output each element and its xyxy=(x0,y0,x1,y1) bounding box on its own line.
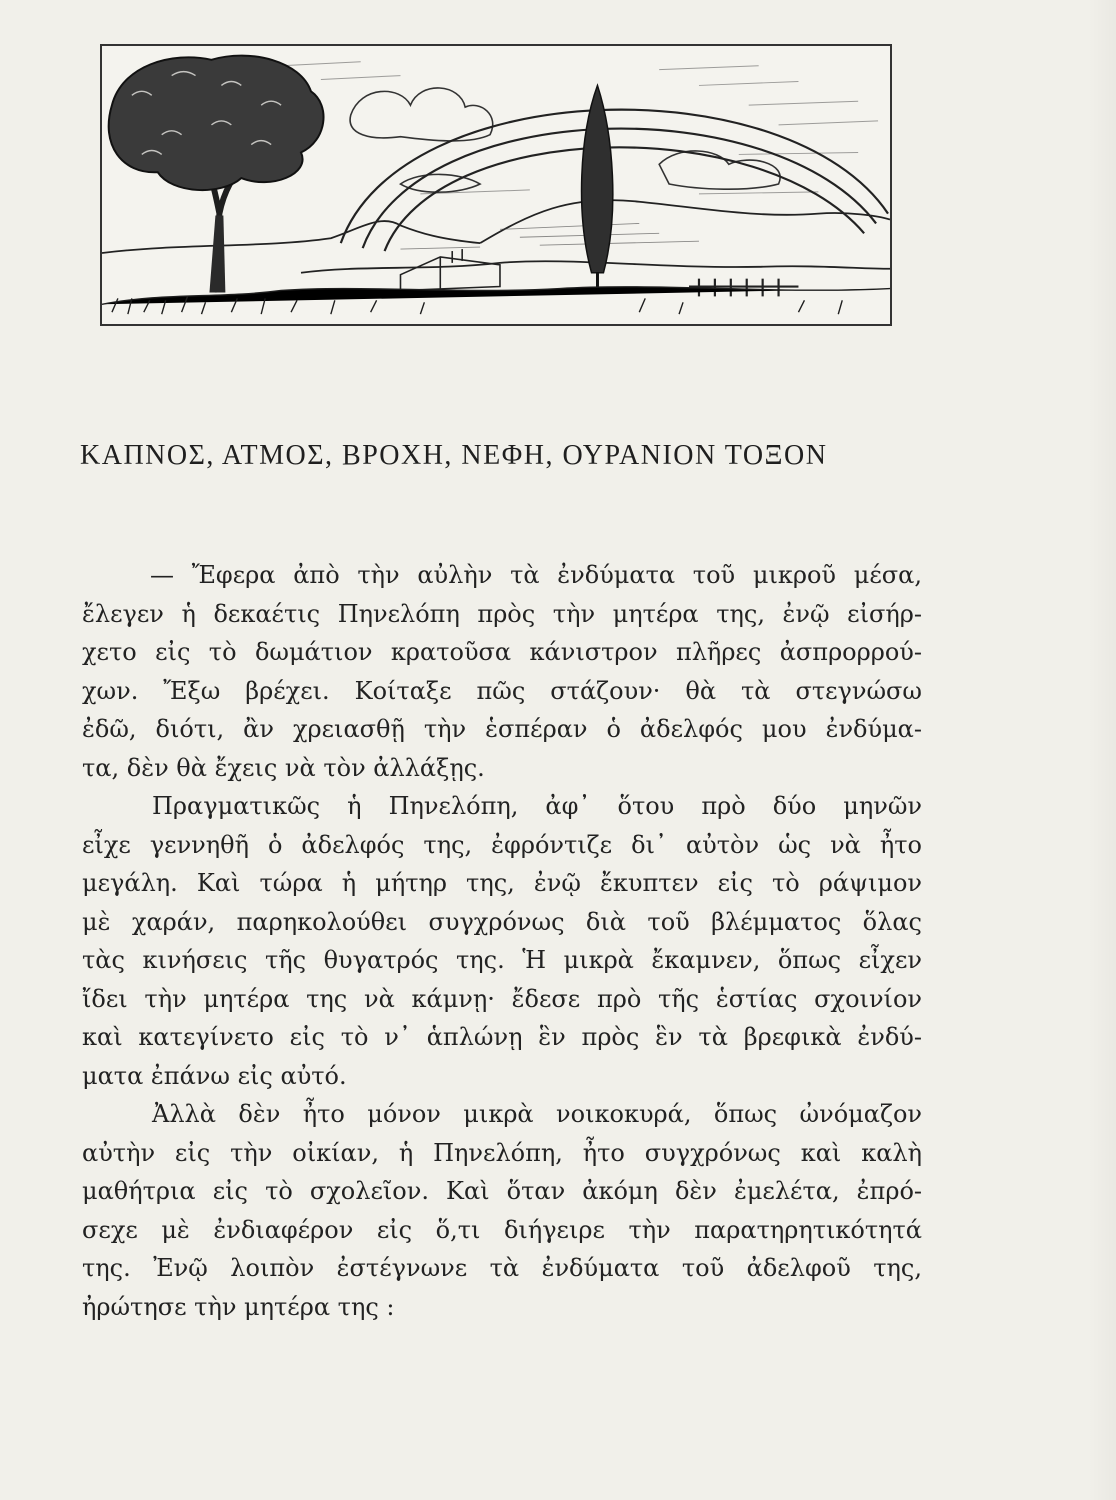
rainbow-landscape-illustration xyxy=(100,44,892,326)
text-line: μὲ χαράν, παρηκολούθει συγχρόνως διὰ τοῦ βλέμματος ὅλας xyxy=(82,907,922,936)
text-line: μαθήτρια εἰς τὸ σχολεῖον. Καὶ ὅταν ἀκόμη δὲν ἐμελέτα, ἐπρό- xyxy=(82,1177,922,1205)
text-line: ἐδῶ, διότι, ἂν χρειασθῇ τὴν ἑσπέραν ὁ ἀδελφός μου ἐνδύμα- xyxy=(82,715,922,743)
text-line: χων. Ἔξω βρέχει. Κοίταξε πῶς στάζουν· θὰ τὰ στεγνώσω xyxy=(82,676,922,705)
landscape-drawing xyxy=(102,46,890,324)
text-line: ἔλεγεν ἡ δεκαέτις Πηνελόπη πρὸς τὴν μητέρα της, ἐνῷ εἰσήρ- xyxy=(82,599,922,628)
text-line: ἠρώτησε τὴν μητέρα της : xyxy=(82,1292,395,1321)
text-line: ἴδει τὴν μητέρα της νὰ κάμνῃ· ἔδεσε πρὸ τῆς ἑστίας σχοινίον xyxy=(82,984,922,1013)
text-line: μεγάλη. Καὶ τώρα ἡ μήτηρ της, ἐνῷ ἔκυπτεν εἰς τὸ ράψιμον xyxy=(82,869,922,897)
text-line: εἶχε γεννηθῆ ὁ ἀδελφός της, ἐφρόντιζε δι᾽ αὐτὸν ὡς νὰ ἦτο xyxy=(82,830,922,859)
body-text xyxy=(82,556,922,1326)
text-line: τα, δὲν θὰ ἔχεις νὰ τὸν ἀλλάξῃς. xyxy=(82,753,485,782)
page-edge-shadow xyxy=(1088,0,1116,1500)
text-line: τὰς κινήσεις τῆς θυγατρός της. Ἡ μικρὰ ἔκαμνεν, ὅπως εἶχεν xyxy=(82,946,922,974)
chapter-title: ΚΑΠΝΟΣ, ΑΤΜΟΣ, ΒΡΟΧΗ, ΝΕΦΗ, ΟΥΡΑΝΙΟΝ ΤΟΞΟΝ xyxy=(80,440,828,471)
text-line: καὶ κατεγίνετο εἰς τὸ ν᾽ ἁπλώνῃ ἓν πρὸς ἓν τὰ βρεφικὰ ἐνδύ- xyxy=(82,1023,922,1051)
text-line: σεχε μὲ ἐνδιαφέρον εἰς ὅ,τι διήγειρε τὴν παρατηρητικότητά xyxy=(82,1215,922,1244)
text-line: ματα ἐπάνω εἰς αὐτό. xyxy=(82,1061,347,1090)
text-line: της. Ἐνῷ λοιπὸν ἐστέγνωνε τὰ ἐνδύματα τοῦ ἀδελφοῦ της, xyxy=(82,1254,922,1282)
text-line: αὐτὴν εἰς τὴν οἰκίαν, ἡ Πηνελόπη, ἦτο συγχρόνως καὶ καλὴ xyxy=(82,1138,922,1167)
text-line: — Ἔφερα ἀπὸ τὴν αὐλὴν τὰ ἐνδύματα τοῦ μικροῦ μέσα, xyxy=(150,561,922,589)
text-line: χετο εἰς τὸ δωμάτιον κρατοῦσα κάνιστρον πλῆρες ἀσπρορρού- xyxy=(82,638,922,666)
text-line: Πραγματικῶς ἡ Πηνελόπη, ἀφ᾽ ὅτου πρὸ δύο μηνῶν xyxy=(152,792,922,820)
text-line: Ἀλλὰ δὲν ἦτο μόνον μικρὰ νοικοκυρά, ὅπως ὠνόμαζον xyxy=(152,1100,922,1128)
